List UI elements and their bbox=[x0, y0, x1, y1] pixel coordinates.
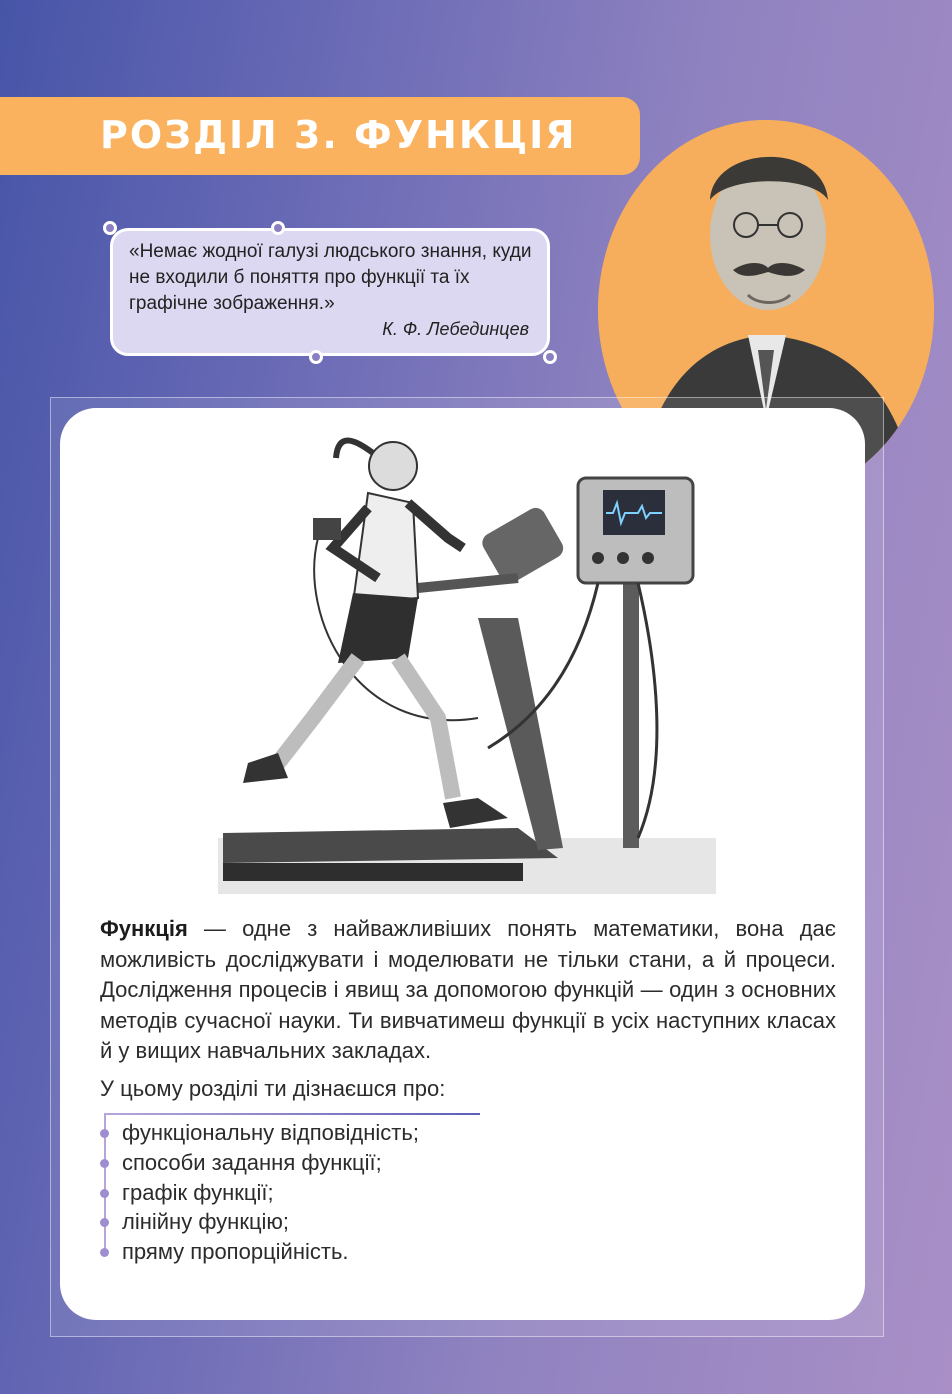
bullet-icon bbox=[100, 1129, 109, 1138]
treadmill-illustration bbox=[218, 418, 716, 894]
list-item bbox=[100, 1118, 419, 1148]
list-item bbox=[100, 1178, 419, 1208]
intro-text: — одне з найважливіших понять математики, вона дає можливість досліджувати і моделювати не тільки стани, а й процеси. Дослідження процесів і явищ за допомогою функцій — один з основних методів сучасної науки. Ти вивчатимеш функції в усіх наступних класах й у вищих навчальних закладах. bbox=[100, 916, 836, 1063]
bullet-icon bbox=[100, 1159, 109, 1168]
quote-text: «Немає жодної галузі людського знання, куди не входили б поняття про функції та їх графічне зображення.» bbox=[129, 241, 532, 314]
bullet-icon bbox=[100, 1248, 109, 1257]
topics-lead: У цьому розділі ти дізнаєшся про: bbox=[100, 1076, 446, 1101]
quote-box bbox=[110, 228, 550, 356]
quote-corner-dot bbox=[309, 350, 323, 364]
list-item-text: лінійну функцію; bbox=[122, 1209, 290, 1235]
intro-paragraph bbox=[100, 914, 836, 1067]
list-item-text: пряму пропорційність. bbox=[122, 1239, 349, 1265]
chapter-banner bbox=[0, 97, 640, 175]
quote-corner-dot bbox=[543, 350, 557, 364]
bullet-icon bbox=[100, 1189, 109, 1198]
quote-author: К. Ф. Лебединцев bbox=[382, 319, 529, 339]
list-item bbox=[100, 1148, 419, 1178]
intro-term: Функція bbox=[100, 916, 188, 941]
quote-corner-dot bbox=[103, 221, 117, 235]
topics-rule bbox=[104, 1113, 480, 1115]
chapter-title: РОЗДІЛ 3. ФУНКЦІЯ bbox=[100, 113, 577, 157]
list-item bbox=[100, 1207, 419, 1237]
list-item-text: функціональну відповідність; bbox=[122, 1120, 419, 1145]
list-item-text: способи задання функції; bbox=[122, 1149, 382, 1175]
bullet-icon bbox=[100, 1218, 109, 1227]
quote-corner-dot bbox=[271, 221, 285, 235]
list-item-text: графік функції; bbox=[122, 1179, 274, 1205]
list-item bbox=[100, 1237, 419, 1267]
topics-list bbox=[100, 1118, 419, 1267]
